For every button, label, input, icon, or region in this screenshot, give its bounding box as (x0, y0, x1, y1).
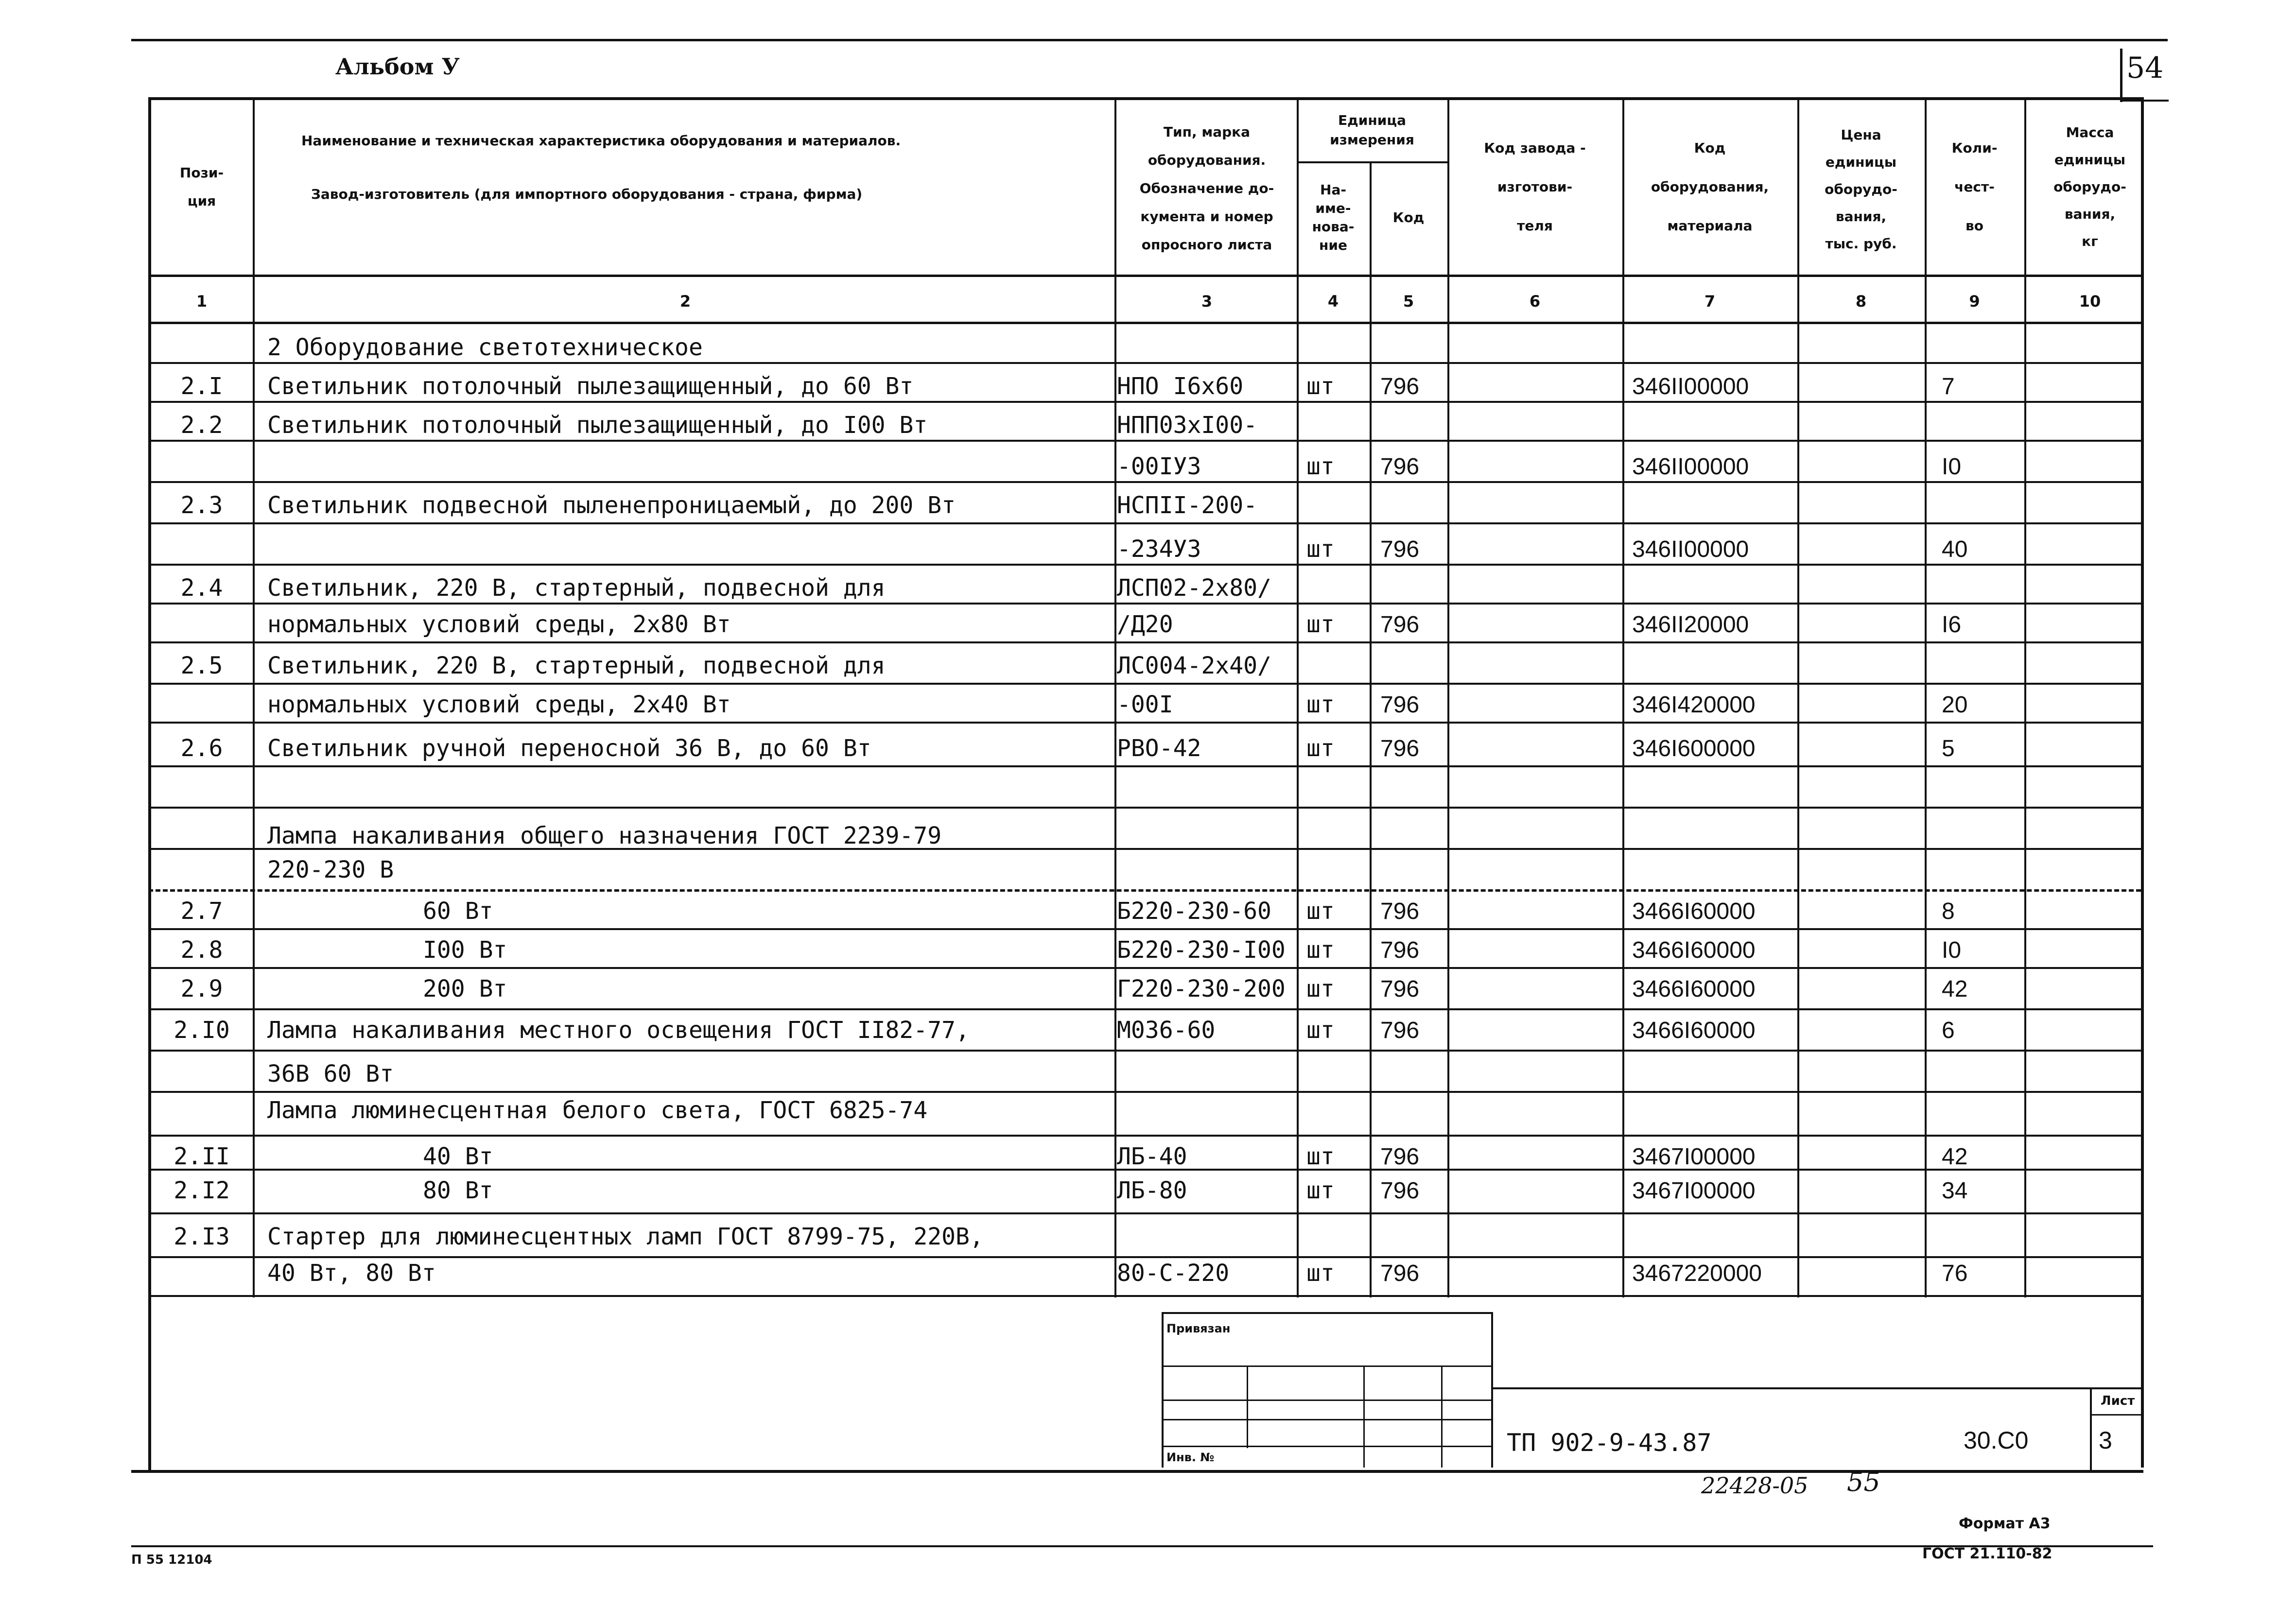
equipment-code-cell: 346I600000 (1632, 735, 1756, 761)
footer-rule (131, 1545, 2153, 1547)
quantity-cell: 5 (1942, 735, 1955, 761)
unit-code-cell (1370, 486, 1447, 525)
type-cell: ЛБ-80 (1117, 1177, 1187, 1204)
frame-bottom-line (131, 1470, 2143, 1473)
name-cell: Светильник потолочный пылезащищенный, до I00 Вт (267, 412, 928, 439)
sheet-label: Лист (2101, 1394, 2135, 1408)
quantity-cell (1922, 1091, 2024, 1130)
quantity-cell: 76 (1942, 1260, 1968, 1286)
unit-code-cell: 796 (1380, 1177, 1420, 1204)
unit-code-cell (1370, 1054, 1447, 1093)
grid-hline (148, 1135, 2141, 1137)
grid-vline (1114, 97, 1116, 1297)
unit-cell: шт (1306, 611, 1335, 638)
name-cell: 80 Вт (423, 1177, 493, 1204)
equipment-code-cell: 3466I60000 (1632, 976, 1756, 1002)
grid-hline (148, 1008, 2141, 1010)
type-cell: НПП03хI00- (1117, 412, 1257, 439)
header-unit-group: Единица измерения (1330, 112, 1414, 148)
equipment-code-cell (1622, 569, 1792, 607)
type-cell: М036-60 (1117, 1017, 1216, 1044)
position-cell: 2.2 (180, 412, 223, 439)
quantity-cell: 42 (1942, 1143, 1968, 1170)
header-unit-name: На- име- нова- ние (1312, 181, 1355, 253)
quantity-cell: 8 (1942, 898, 1955, 924)
name-cell: Лампа накаливания общего назначения ГОСТ 2239-79 (267, 822, 942, 849)
position-cell (151, 605, 253, 644)
equipment-code-cell (1622, 1091, 1792, 1130)
unit-code-cell (1370, 773, 1447, 812)
position-cell (151, 773, 253, 812)
unit-code-cell: 796 (1380, 937, 1420, 963)
quantity-cell (1922, 646, 2024, 685)
column-number-6: 6 (1529, 292, 1541, 311)
grid-hline (148, 1295, 2141, 1297)
position-cell: 2.9 (180, 975, 223, 1002)
type-cell (1117, 328, 1297, 367)
header-position: Пози- ция (179, 165, 224, 209)
unit-cell (1297, 1217, 1370, 1256)
stamp-col (1247, 1365, 1248, 1448)
name-cell: 40 Вт, 80 Вт (267, 1260, 436, 1287)
name-cell (267, 773, 1113, 812)
name-cell: 40 Вт (423, 1143, 493, 1170)
type-cell: РВО-42 (1117, 735, 1201, 762)
equipment-code-cell: 3466I60000 (1632, 1017, 1756, 1043)
header-mass: Масса единицы оборудо- вания, кг (2053, 124, 2126, 249)
equipment-code-cell (1622, 1217, 1792, 1256)
type-cell (1117, 850, 1297, 889)
quantity-cell: 6 (1942, 1017, 1955, 1043)
unit-code-cell: 796 (1380, 611, 1420, 638)
name-cell: Светильник ручной переносной 36 В, до 60 Вт (267, 735, 871, 762)
type-cell (1117, 816, 1297, 855)
unit-cell (1297, 486, 1370, 525)
unit-code-cell: 796 (1380, 735, 1420, 761)
corner-page-number: 54 (2126, 51, 2164, 85)
name-cell: Лампа накаливания местного освещения ГОСТ II82-77, (267, 1017, 970, 1044)
position-cell: 2.II (174, 1143, 230, 1170)
unit-cell: шт (1306, 691, 1335, 718)
name-cell: 60 Вт (423, 898, 493, 925)
position-cell: 2.I3 (174, 1223, 230, 1250)
column-number-3: 3 (1201, 292, 1213, 311)
type-cell: -00I (1117, 691, 1173, 718)
unit-code-cell: 796 (1380, 1017, 1420, 1043)
header-name-line1: Наименование и техническая характеристика оборудования и материалов. (301, 133, 901, 149)
unit-cell (1297, 1091, 1370, 1130)
name-cell (267, 447, 1113, 486)
position-cell: 2.5 (180, 652, 223, 679)
header-plant-code: Код завода - изготови- теля (1484, 140, 1586, 234)
equipment-code-cell (1622, 816, 1792, 855)
position-cell: 2.8 (180, 936, 223, 964)
unit-cell (1297, 328, 1370, 367)
column-number-10: 10 (2079, 292, 2101, 311)
equipment-code-cell: 3467I00000 (1632, 1177, 1756, 1204)
equipment-code-cell (1622, 328, 1792, 367)
column-number-1: 1 (196, 292, 208, 311)
unit-cell (1297, 816, 1370, 855)
equipment-code-cell: 3466I60000 (1632, 937, 1756, 963)
equipment-code-cell (1622, 1054, 1792, 1093)
type-cell: ЛС004-2х40/ (1117, 652, 1271, 679)
unit-code-cell: 796 (1380, 691, 1420, 718)
gost-label: ГОСТ 21.110-82 (1922, 1545, 2052, 1562)
position-cell: 2.I2 (174, 1177, 230, 1204)
unit-cell: шт (1306, 898, 1335, 925)
stamp-right (1491, 1312, 1493, 1468)
type-cell: Г220-230-200 (1117, 975, 1286, 1002)
position-cell (151, 1254, 253, 1293)
unit-code-cell (1370, 816, 1447, 855)
position-cell: 2.7 (180, 898, 223, 925)
name-cell: нормальных условий среды, 2х80 Вт (267, 611, 731, 638)
name-cell: 200 Вт (423, 975, 507, 1002)
unit-cell (1297, 850, 1370, 889)
quantity-cell (1922, 850, 2024, 889)
position-cell (151, 816, 253, 855)
unit-cell (1297, 773, 1370, 812)
type-cell: /Д20 (1117, 611, 1173, 638)
stamp-line (1162, 1365, 1492, 1367)
position-cell: 2.6 (180, 735, 223, 762)
column-number-9: 9 (1969, 292, 1980, 311)
header-top-line (148, 97, 2141, 100)
quantity-cell: 7 (1942, 373, 1955, 399)
name-cell: I00 Вт (423, 936, 507, 964)
grid-vline (253, 97, 255, 1297)
grid-vline (1797, 97, 1799, 1297)
grid-vline (1447, 97, 1449, 1297)
type-cell: -00IУ3 (1117, 453, 1201, 480)
type-cell (1117, 1217, 1297, 1256)
name-cell: Светильник потолочный пылезащищенный, до 60 Вт (267, 373, 914, 400)
position-cell (151, 1054, 253, 1093)
position-cell: 2.I (180, 373, 223, 400)
stamp-left (1162, 1312, 1164, 1468)
name-cell: 220-230 В (267, 856, 394, 883)
quantity-cell: I0 (1942, 453, 1962, 480)
position-cell (151, 1091, 253, 1130)
quantity-cell (1922, 569, 2024, 607)
quantity-cell (1922, 816, 2024, 855)
equipment-code-cell: 346I420000 (1632, 691, 1756, 718)
position-cell (151, 447, 253, 486)
unit-cell (1297, 569, 1370, 607)
quantity-cell: 20 (1942, 691, 1968, 718)
unit-cell: шт (1306, 1260, 1335, 1287)
type-cell (1117, 773, 1297, 812)
name-cell: Стартер для люминесцентных ламп ГОСТ 8799-75, 220В, (267, 1223, 984, 1250)
unit-cell (1297, 646, 1370, 685)
type-cell (1117, 1054, 1297, 1093)
stamp-main-top (1491, 1387, 2142, 1389)
unit-cell: шт (1306, 453, 1335, 480)
name-cell: 36В 60 Вт (267, 1060, 394, 1088)
column-number-5: 5 (1403, 292, 1414, 311)
header-type: Тип, марка оборудования. Обозначение до- кумента и номер опросного листа (1139, 123, 1274, 253)
equipment-code-cell (1622, 406, 1792, 445)
quantity-cell: 40 (1942, 536, 1968, 562)
equipment-code-cell: 3467220000 (1632, 1260, 1762, 1286)
type-cell: 80-С-220 (1117, 1260, 1230, 1287)
name-cell: нормальных условий среды, 2х40 Вт (267, 691, 731, 718)
name-cell: Светильник подвесной пыленепроницаемый, до 200 Вт (267, 492, 956, 519)
position-cell (151, 530, 253, 569)
name-cell (267, 530, 1113, 569)
type-cell: НПО I6х60 (1117, 373, 1244, 400)
stamp-sheet-mid (2090, 1414, 2142, 1416)
name-cell: Лампа люминесцентная белого света, ГОСТ 6825-74 (267, 1097, 928, 1124)
unit-code-cell (1370, 646, 1447, 685)
quantity-cell (1922, 1054, 2024, 1093)
stamp-top (1162, 1312, 1492, 1314)
header-quantity: Коли- чест- во (1951, 140, 1998, 234)
format-label: Формат А3 (1959, 1515, 2051, 1532)
equipment-code-cell (1622, 773, 1792, 812)
quantity-cell: I6 (1942, 611, 1962, 638)
stamp-sheet-left (2090, 1387, 2092, 1470)
equipment-code-cell: 346II00000 (1632, 373, 1749, 399)
type-cell: ЛСП02-2х80/ (1117, 574, 1271, 602)
linked-label: Привязан (1166, 1322, 1231, 1335)
corner-box-left (2120, 49, 2122, 102)
handwritten-archive-number: 22428-05 (1701, 1472, 1809, 1499)
unit-cell: шт (1306, 735, 1335, 762)
position-cell (151, 850, 253, 889)
position-cell: 2.I0 (174, 1017, 230, 1044)
stamp-line (1162, 1400, 1492, 1401)
sheet-number: 3 (2099, 1427, 2112, 1454)
stamp-line (1162, 1419, 1492, 1420)
column-number-8: 8 (1855, 292, 1867, 311)
equipment-code-cell (1622, 486, 1792, 525)
grid-hline (148, 1212, 2141, 1214)
header-price: Цена единицы оборудо- вания, тыс. руб. (1825, 127, 1897, 252)
name-cell: 2 Оборудование светотехническое (267, 334, 703, 361)
unit-code-cell: 796 (1380, 898, 1420, 924)
stamp-col (1441, 1365, 1443, 1468)
bottom-left-code: П 55 12104 (131, 1553, 212, 1567)
unit-code-cell (1370, 1091, 1447, 1130)
position-cell (151, 328, 253, 367)
grid-vline (2024, 97, 2026, 1297)
position-cell (151, 685, 253, 724)
stamp-line (1162, 1446, 1492, 1447)
quantity-cell: I0 (1942, 937, 1962, 963)
unit-code-cell (1370, 1217, 1447, 1256)
unit-code-cell: 796 (1380, 536, 1420, 562)
unit-cell: шт (1306, 1177, 1335, 1204)
quantity-cell (1922, 328, 2024, 367)
grid-hline (148, 1050, 2141, 1052)
type-cell (1117, 1091, 1297, 1130)
quantity-cell: 34 (1942, 1177, 1968, 1204)
unit-code-cell: 796 (1380, 1143, 1420, 1170)
unit-code-cell: 796 (1380, 453, 1420, 480)
position-cell: 2.3 (180, 492, 223, 519)
stamp-col (1363, 1365, 1365, 1468)
handwritten-page-number: 55 (1847, 1467, 1880, 1497)
header-name-line2: Завод-изготовитель (для импортного оборудования - страна, фирма) (311, 186, 863, 202)
equipment-code-cell (1622, 646, 1792, 685)
quantity-cell (1922, 406, 2024, 445)
equipment-code-cell: 346II00000 (1632, 453, 1749, 480)
equipment-code-cell: 346II00000 (1632, 536, 1749, 562)
unit-cell (1297, 1054, 1370, 1093)
unit-cell: шт (1306, 1143, 1335, 1170)
column-number-2: 2 (679, 292, 691, 311)
quantity-cell (1922, 773, 2024, 812)
unit-code-cell (1370, 328, 1447, 367)
position-cell: 2.4 (180, 574, 223, 602)
equipment-code-cell (1622, 850, 1792, 889)
equipment-code-cell: 3466I60000 (1632, 898, 1756, 924)
name-cell: Светильник, 220 В, стартерный, подвесной для (267, 574, 886, 602)
header-equipment-code: Код оборудования, материала (1651, 140, 1769, 234)
unit-cell (1297, 406, 1370, 445)
column-number-4: 4 (1327, 292, 1339, 311)
inventory-label: Инв. № (1166, 1451, 1215, 1464)
unit-cell: шт (1306, 1017, 1335, 1044)
quantity-cell: 42 (1942, 976, 1968, 1002)
column-number-7: 7 (1704, 292, 1716, 311)
album-label: Альбом У (335, 53, 460, 80)
type-cell: ЛБ-40 (1117, 1143, 1187, 1170)
type-cell: -234У3 (1117, 536, 1201, 563)
unit-cell: шт (1306, 975, 1335, 1002)
type-cell: Б220-230-60 (1117, 898, 1271, 925)
header-bottom-line (148, 275, 2141, 277)
unit-code-cell (1370, 850, 1447, 889)
type-cell: НСПII-200- (1117, 492, 1257, 519)
top-rule (131, 39, 2168, 41)
name-cell: Светильник, 220 В, стартерный, подвесной для (267, 652, 886, 679)
unit-code-cell (1370, 406, 1447, 445)
unit-code-cell (1370, 569, 1447, 607)
unit-cell: шт (1306, 373, 1335, 400)
quantity-cell (1922, 486, 2024, 525)
equipment-code-cell: 3467I00000 (1632, 1143, 1756, 1170)
equipment-code-cell: 346II20000 (1632, 611, 1749, 638)
project-code: ТП 902-9-43.87 (1507, 1429, 1712, 1457)
header-unit-code: Код (1392, 209, 1425, 225)
sheet-code: 30.С0 (1964, 1427, 2029, 1454)
quantity-cell (1922, 1217, 2024, 1256)
unit-code-cell: 796 (1380, 373, 1420, 399)
unit-code-cell: 796 (1380, 1260, 1420, 1286)
unit-cell: шт (1306, 936, 1335, 964)
unit-cell: шт (1306, 536, 1335, 563)
type-cell: Б220-230-I00 (1117, 936, 1286, 964)
unit-code-cell: 796 (1380, 976, 1420, 1002)
